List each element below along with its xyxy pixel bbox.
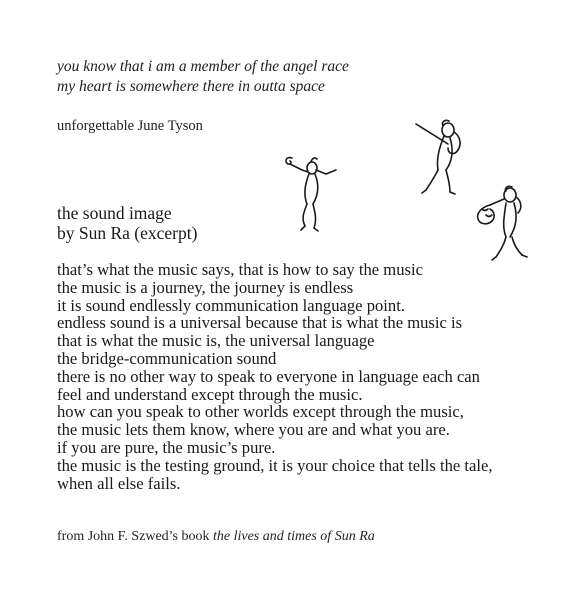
poem-line: there is no other way to speak to everyone in language each can bbox=[57, 366, 480, 386]
source-prefix: from John F. Szwed’s book bbox=[57, 529, 213, 544]
epigraph-line-1: you know that i am a member of the angel race bbox=[57, 58, 349, 75]
saxophone-player-icon bbox=[466, 185, 534, 265]
poem-author-line: by Sun Ra (excerpt) bbox=[57, 223, 198, 243]
poem-line: endless sound is a universal because that is what the music is bbox=[57, 313, 463, 333]
flute-player-icon bbox=[408, 118, 470, 200]
poem-line: that is what the music is, the universal language bbox=[57, 331, 375, 351]
poem-line: the bridge-communication sound bbox=[57, 348, 277, 368]
poem-line: the music is the testing ground, it is your choice that tells the tale, bbox=[57, 455, 493, 475]
poem-body bbox=[57, 261, 493, 492]
poem-line: feel and understand except through the music. bbox=[57, 384, 363, 404]
poem-title bbox=[57, 203, 197, 243]
poem-line: if you are pure, the music’s pure. bbox=[57, 437, 276, 457]
dancing-figure-icon bbox=[278, 150, 348, 240]
source-book-title: the lives and times of Sun Ra bbox=[213, 529, 375, 544]
epigraph-line-2: my heart is somewhere there in outta space bbox=[57, 78, 325, 95]
poem-line: when all else fails. bbox=[57, 473, 181, 493]
source-citation bbox=[57, 529, 375, 545]
poem-line: it is sound endlessly communication language point. bbox=[57, 295, 405, 315]
poem-line: the music is a journey, the journey is endless bbox=[57, 277, 354, 297]
epigraph bbox=[57, 57, 349, 97]
poem-line: how can you speak to other worlds except through the music, bbox=[57, 402, 464, 422]
poem-line: the music lets them know, where you are and what you are. bbox=[57, 420, 450, 440]
poem-line: that’s what the music says, that is how to say the music bbox=[57, 260, 423, 279]
poem-title-line: the sound image bbox=[57, 203, 172, 223]
epigraph-attribution: unforgettable June Tyson bbox=[57, 118, 203, 134]
